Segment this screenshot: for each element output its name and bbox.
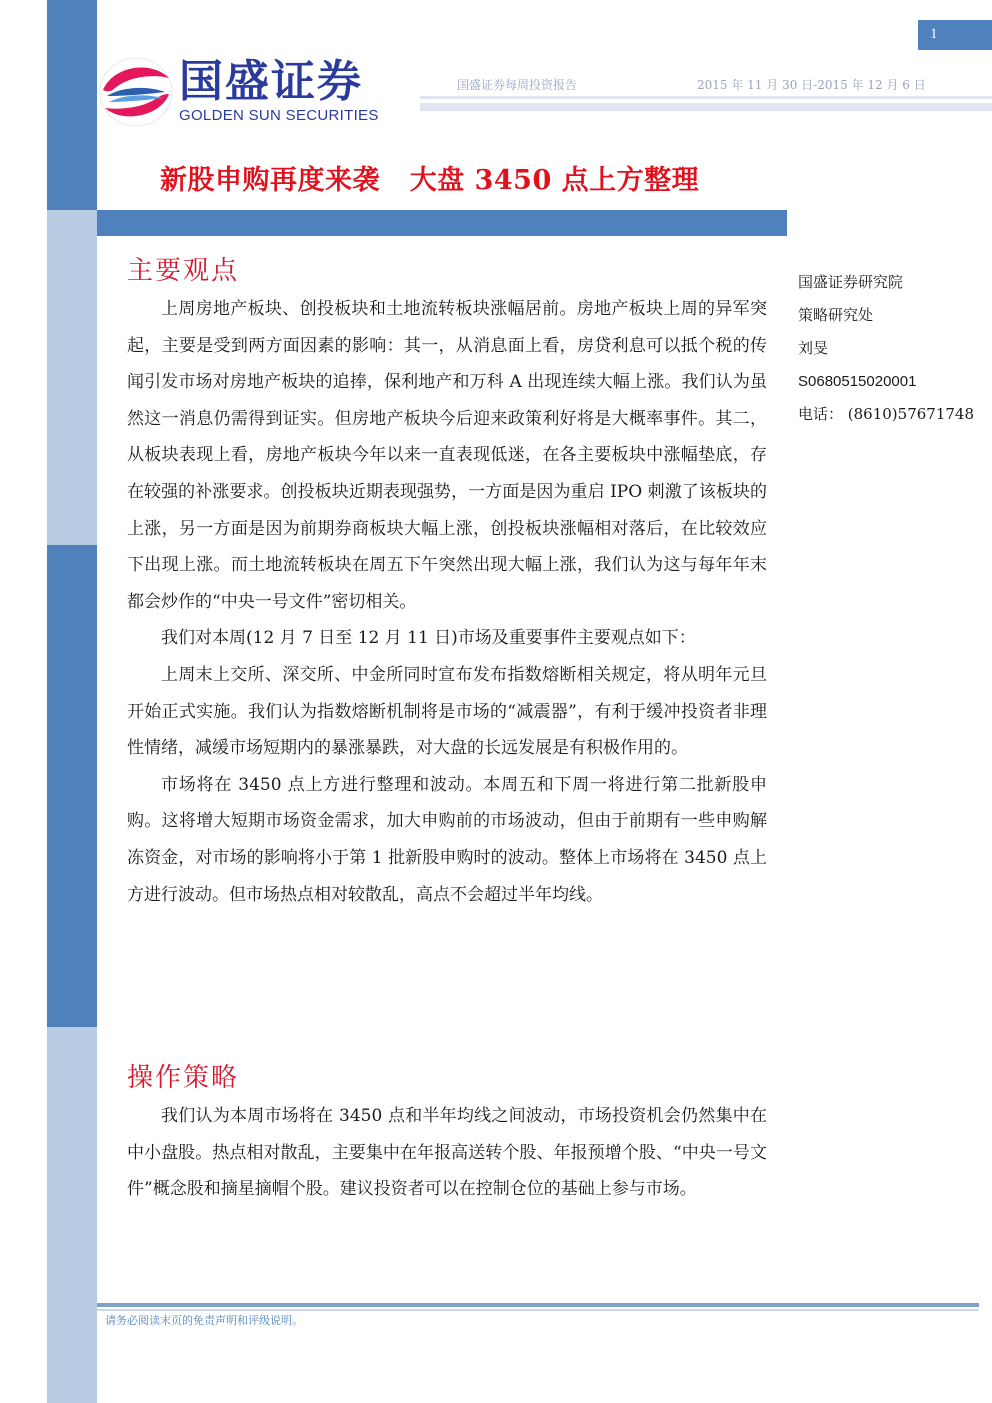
title-underline-bar	[97, 210, 787, 236]
left-bar-top	[47, 0, 97, 210]
company-logo	[99, 56, 409, 128]
left-bar-mid	[47, 545, 97, 1027]
page-number: 1	[918, 20, 992, 48]
paragraph: 我们认为本周市场将在 3450 点和半年均线之间波动，市场投资机会仍然集中在中小盘股。热点相对散乱，主要集中在年报高送转个股、年报预增个股、“中央一号文件”概念股和摘星摘帽个股。建议投资者可以在控制仓位的基础上参与市场。	[127, 1106, 767, 1200]
department-name: 策略研究处	[798, 306, 874, 324]
paragraph: 我们对本周(12 月 7 日至 12 月 11 日)市场及重要事件主要观点如下：	[161, 628, 696, 649]
section-strategy-body	[127, 1098, 767, 1208]
page-title: 新股申购再度来袭 大盘 3450 点上方整理	[160, 165, 700, 196]
paragraph: 上周末上交所、深交所、中金所同时宣布发布指数熔断相关规定，将从明年元旦开始正式实施。我们认为指数熔断机制将是市场的“减震器”，有利于缓冲投资者非理性情绪，减缓市场短期内的暴涨暴跌，对大盘的长远发展是有积极作用的。	[127, 664, 767, 759]
paragraph: 市场将在 3450 点上方进行整理和波动。本周五和下周一将进行第二批新股申购。这将增大短期市场资金需求，加大申购前的市场波动，但由于前期有一些申购解冻资金，对市场的影响将小于第 1 批新股申购时的波动。整体上市场将在 3450 点上方进行波动。但市场热点相对较散乱，高点不会超过半年均线。	[127, 774, 767, 905]
section-main-views-body	[127, 291, 767, 913]
section-heading-main-views: 主要观点	[127, 256, 240, 286]
logo-chinese-text: 国盛证券	[179, 56, 363, 107]
analyst-cert-number: S0680515020001	[798, 373, 917, 390]
report-name: 国盛证券每周投资报告	[457, 78, 578, 92]
logo-english-text: GOLDEN SUN SECURITIES	[179, 107, 379, 124]
paragraph: 上周房地产板块、创投板块和土地流转板块涨幅居前。房地产板块上周的异军突起，主要是受到两方面因素的影响：其一，从消息面上看，房贷利息可以抵个税的传闻引发市场对房地产板块的追捧，保利地产和万科 A 出现连续大幅上涨。我们认为虽然这一消息仍需得到证实。但房地产板块今后迎来政策利好将是大概率事件。其二，从板块表现上看，房地产板块今年以来一直表现低迷，在各主要板块中涨幅垫底，存在较强的补涨要求。创投板块近期表现强势，一方面是因为重启 IPO 刺激了该板块的上涨，另一方面是因为前期券商板块大幅上涨，创投板块涨幅相对落后，在比较效应下出现上涨。而土地流转板块在周五下午突然出现大幅上涨，我们认为这与每年年末都会炒作的“中央一号文件”密切相关。	[127, 299, 767, 612]
footer-rule	[97, 1303, 979, 1307]
logo-emblem-icon	[99, 56, 173, 128]
page-number-underline	[918, 48, 992, 50]
left-bar-light	[47, 210, 97, 545]
analyst-phone: 电话： (8610)57671748	[798, 405, 974, 423]
footer-rule-thin	[97, 1309, 979, 1311]
analyst-info	[798, 266, 974, 431]
left-bar-bottom	[47, 1027, 97, 1403]
header-rule	[420, 96, 992, 99]
header-rule-thick	[420, 103, 992, 111]
footer-disclaimer: 请务必阅读末页的免责声明和评级说明。	[105, 1314, 303, 1327]
section-heading-strategy: 操作策略	[127, 1063, 240, 1093]
report-date-range: 2015 年 11 月 30 日-2015 年 12 月 6 日	[697, 78, 926, 92]
analyst-name: 刘旻	[798, 339, 829, 357]
institute-name: 国盛证券研究院	[798, 273, 904, 291]
